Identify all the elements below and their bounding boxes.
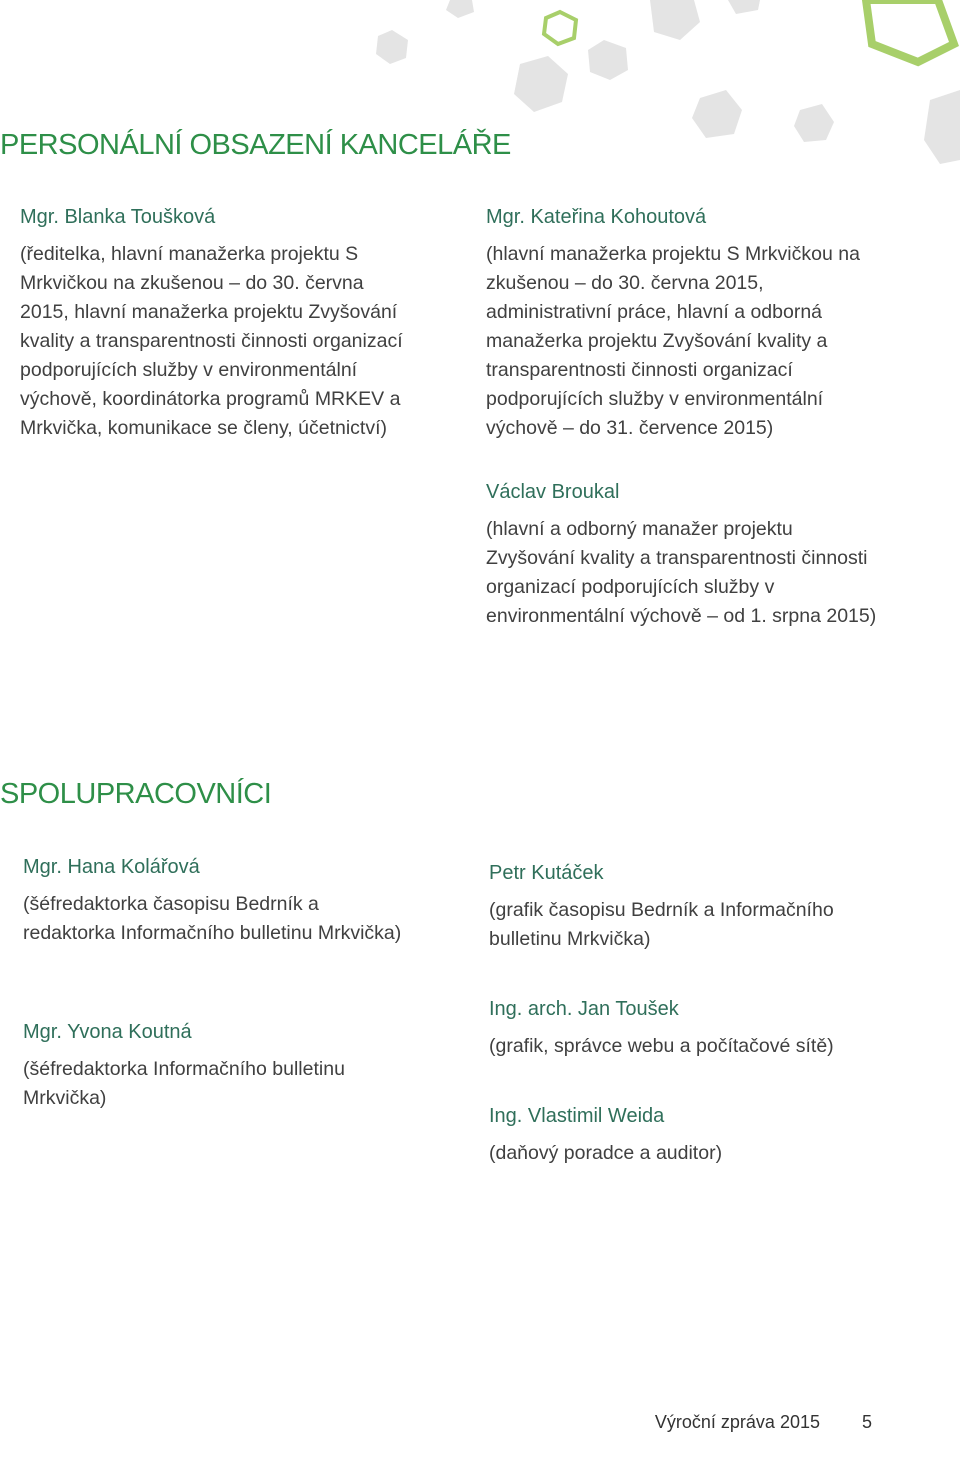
person-role: (grafik časopisu Bedrník a Informačního bulletinu Mrkvička) bbox=[489, 899, 834, 950]
person-name: Václav Broukal bbox=[486, 481, 620, 503]
green-outline-hexagon bbox=[544, 12, 576, 44]
person-role: (ředitelka, hlavní manažerka projektu S Mrkvičkou na zkušenou – do 30. června 2015, hlavní manažerka projektu Zvyšování kvality a transparentnosti činnosti organizací podporujících služby v environmentální výchově, koordinátorka programů MRKEV a Mrkvička, komunikace se členy, účetnictví) bbox=[20, 243, 403, 439]
page-number: 5 bbox=[861, 1412, 872, 1432]
person-name: Mgr. Yvona Koutná bbox=[23, 1021, 192, 1043]
green-outline-hexagon bbox=[866, 0, 954, 62]
gray-hexagon bbox=[728, 0, 760, 14]
person-kolářová bbox=[23, 854, 403, 948]
person-name: Mgr. Blanka Toušková bbox=[20, 206, 216, 228]
gray-hexagon bbox=[588, 40, 628, 80]
collaborators-section-title: SPOLUPRACOVNÍCI bbox=[0, 778, 272, 810]
gray-hexagon bbox=[650, 0, 700, 40]
person-role: (šéfredaktorka Informačního bulletinu Mrkvička) bbox=[23, 1058, 345, 1109]
person-name: Petr Kutáček bbox=[489, 862, 604, 884]
gray-hexagon bbox=[514, 56, 568, 112]
person-toušková bbox=[20, 204, 410, 443]
person-broukal bbox=[486, 479, 881, 631]
person-role: (hlavní a odborný manažer projektu Zvyšování kvality a transparentnosti činnosti organizací podporujících služby v environmentální výchově – od 1. srpna 2015) bbox=[486, 518, 877, 627]
gray-hexagon bbox=[692, 90, 742, 138]
person-role: (daňový poradce a auditor) bbox=[489, 1142, 723, 1164]
person-kohoutová bbox=[486, 204, 881, 443]
decorative-hexagons bbox=[0, 0, 960, 220]
page-footer bbox=[655, 1412, 872, 1433]
person-name: Mgr. Kateřina Kohoutová bbox=[486, 206, 707, 228]
gray-hexagon bbox=[924, 90, 960, 164]
footer-title: Výroční zpráva 2015 bbox=[654, 1412, 820, 1432]
gray-hexagon bbox=[376, 30, 408, 64]
office-section-title: PERSONÁLNÍ OBSAZENÍ KANCELÁŘE bbox=[0, 129, 511, 161]
person-name: Ing. arch. Jan Toušek bbox=[489, 998, 679, 1020]
person-weida bbox=[489, 1103, 884, 1168]
person-name: Ing. Vlastimil Weida bbox=[489, 1105, 665, 1127]
person-koutná bbox=[23, 1019, 403, 1113]
person-role: (grafik, správce webu a počítačové sítě) bbox=[489, 1035, 834, 1057]
person-name: Mgr. Hana Kolářová bbox=[23, 856, 200, 878]
person-role: (hlavní manažerka projektu S Mrkvičkou na zkušenou – do 30. června 2015, administrativní práce, hlavní a odborná manažerka projektu Zvyšování kvality a transparentnosti činnosti organizací podporujících služby v environmentální výchově – do 31. července 2015) bbox=[486, 243, 860, 439]
person-role: (šéfredaktorka časopisu Bedrník a redaktorka Informačního bulletinu Mrkvička) bbox=[23, 893, 402, 944]
person-toušek bbox=[489, 996, 884, 1061]
person-kutáček bbox=[489, 860, 884, 954]
gray-hexagon bbox=[794, 104, 834, 142]
gray-hexagon bbox=[446, 0, 474, 18]
